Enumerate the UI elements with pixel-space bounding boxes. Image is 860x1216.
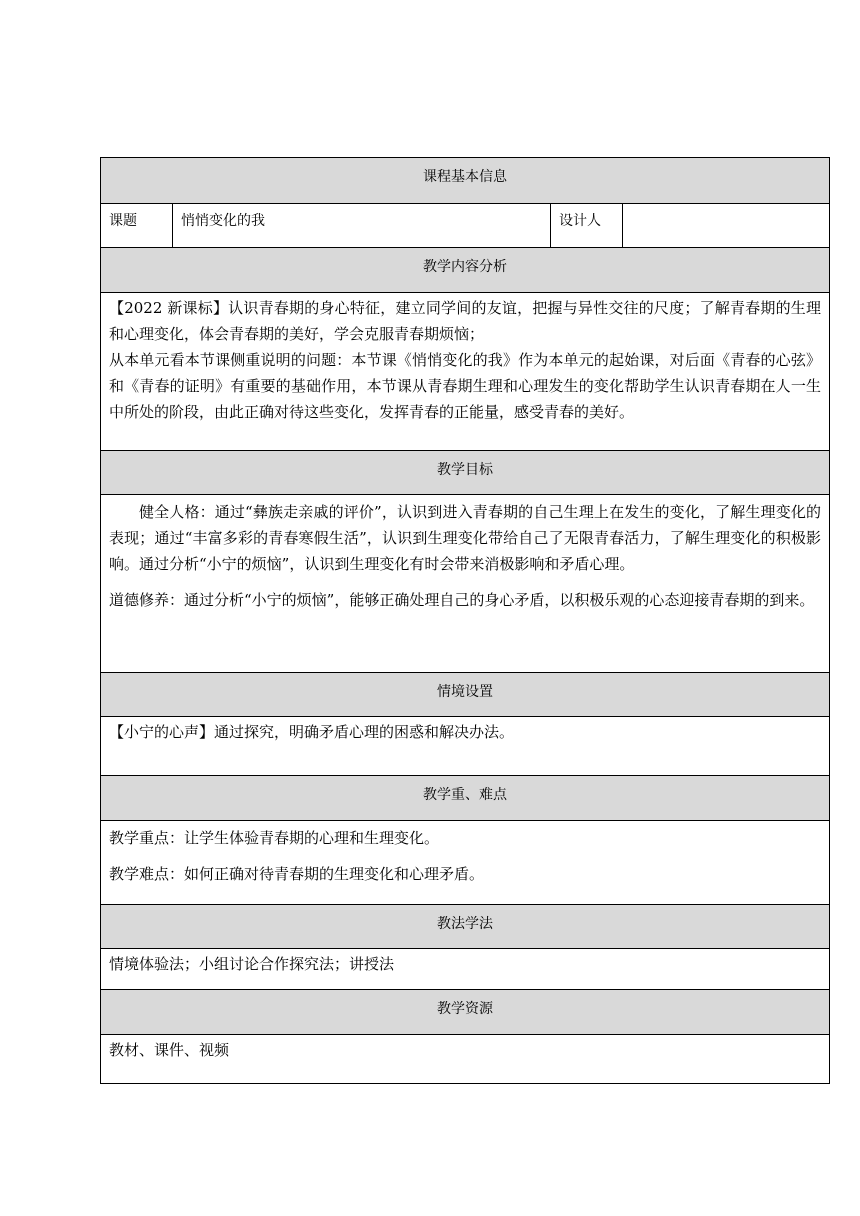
basic-info-header: 课程基本信息	[101, 158, 830, 204]
content-analysis-body-row	[101, 293, 830, 451]
key-points-body-row	[101, 821, 830, 905]
scenario-body: 【小宁的心声】通过探究，明确矛盾心理的困惑和解决办法。	[101, 717, 830, 776]
objectives-body	[101, 495, 830, 673]
info-row	[101, 204, 830, 248]
methods-header: 教法学法	[101, 905, 830, 949]
objectives-body-row	[101, 495, 830, 673]
objectives-para-2: 道德修养：通过分析“小宁的烦恼”，能够正确处理自己的身心矛盾，以积极乐观的心态迎接青春期的到来。	[109, 591, 815, 609]
basic-info-header-row	[101, 158, 830, 204]
resources-header: 教学资源	[101, 990, 830, 1035]
content-analysis-para-1: 【2022 新课标】认识青春期的身心特征，建立同学间的友谊，把握与异性交往的尺度；了解青春期的生理和心理变化，体会青春期的美好，学会克服青春期烦恼；	[109, 299, 821, 343]
designer-label: 设计人	[551, 204, 623, 248]
content-analysis-header: 教学内容分析	[101, 248, 830, 293]
methods-header-row	[101, 905, 830, 949]
key-focus: 教学重点：让学生体验青春期的心理和生理变化。	[109, 829, 440, 847]
resources-header-row	[101, 990, 830, 1035]
objectives-header-row	[101, 451, 830, 495]
content-analysis-body	[101, 293, 830, 451]
methods-body: 情境体验法；小组讨论合作探究法；讲授法	[101, 949, 830, 990]
methods-body-row	[101, 949, 830, 990]
content-analysis-para-2: 从本单元看本节课侧重说明的问题：本节课《悄悄变化的我》作为本单元的起始课，对后面《青春的心弦》和《青春的证明》有重要的基础作用，本节课从青春期生理和心理发生的变化帮助学生认识青春期在人一生中所处的阶段，由此正确对待这些变化，发挥青春的正能量，感受青春的美好。	[109, 351, 821, 421]
scenario-body-row	[101, 717, 830, 776]
topic-label: 课题	[101, 204, 173, 248]
objectives-para-1: 健全人格：通过“彝族走亲戚的评价”，认识到进入青春期的自己生理上在发生的变化，了解生理变化的表现；通过“丰富多彩的青春寒假生活”，认识到生理变化带给自己了无限青春活力，了解生理变化的积极影响。通过分析“小宁的烦恼”，认识到生理变化有时会带来消极影响和矛盾心理。	[109, 503, 821, 573]
key-points-header-row	[101, 776, 830, 821]
resources-body-row	[101, 1035, 830, 1084]
objectives-header: 教学目标	[101, 451, 830, 495]
designer-value	[623, 204, 830, 248]
key-points-body	[101, 821, 830, 905]
content-analysis-header-row	[101, 248, 830, 293]
key-difficulty: 教学难点：如何正确对待青春期的生理变化和心理矛盾。	[109, 865, 485, 883]
key-points-header: 教学重、难点	[101, 776, 830, 821]
lesson-plan-table	[100, 157, 830, 1084]
resources-body: 教材、课件、视频	[101, 1035, 830, 1084]
topic-value: 悄悄变化的我	[173, 204, 551, 248]
scenario-header: 情境设置	[101, 673, 830, 717]
scenario-header-row	[101, 673, 830, 717]
